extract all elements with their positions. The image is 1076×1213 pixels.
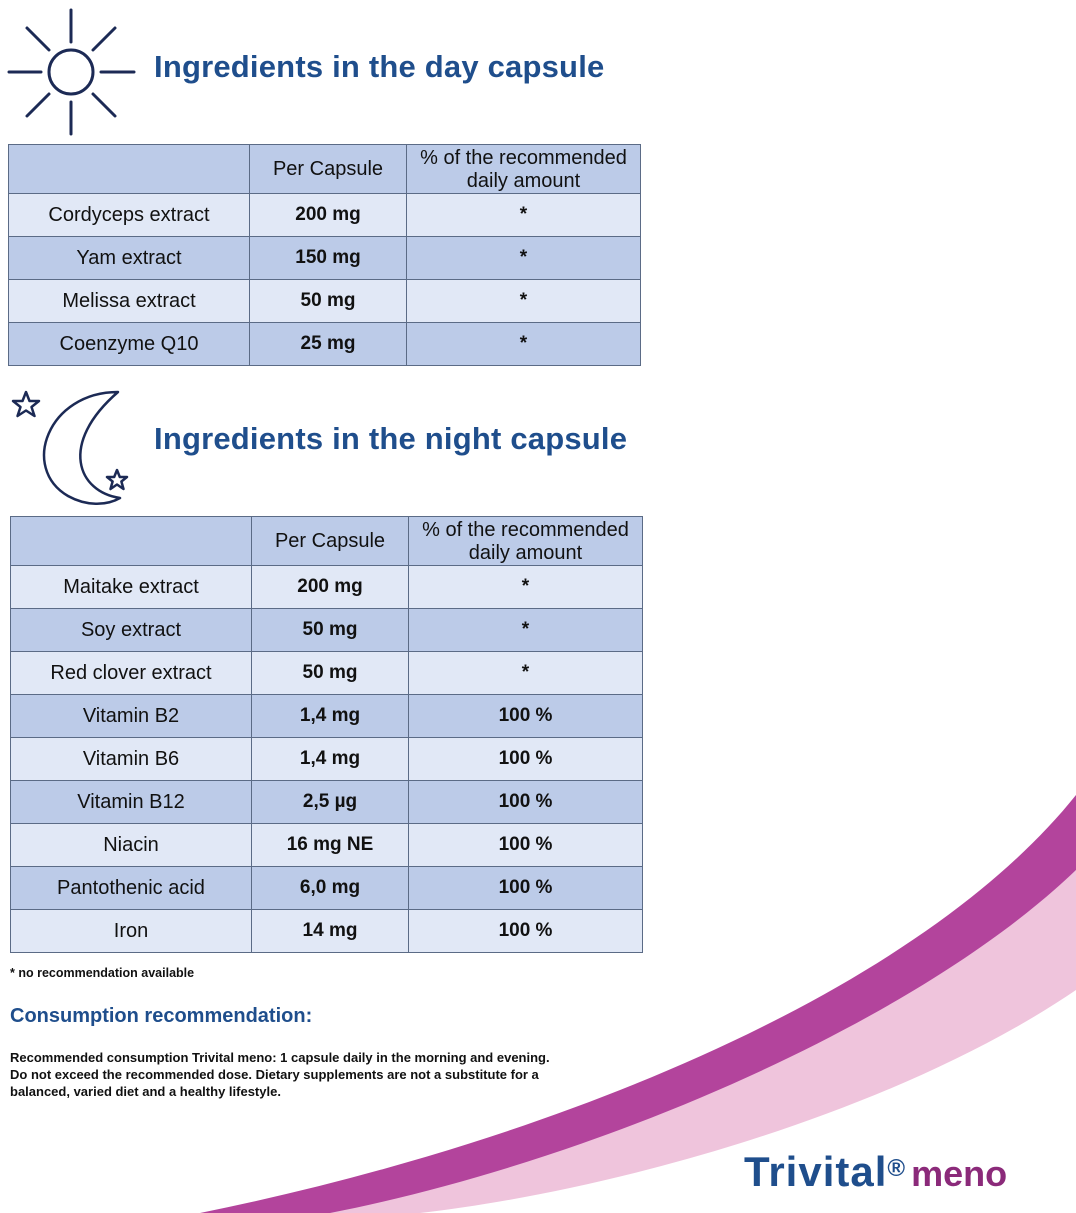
ingredient-pct: *: [409, 609, 643, 652]
ingredient-pct: *: [407, 280, 641, 323]
header-per-capsule: Per Capsule: [250, 145, 407, 194]
table-row: [11, 738, 643, 781]
header-per-capsule: Per Capsule: [252, 517, 409, 566]
ingredient-amount: 200 mg: [252, 566, 409, 609]
ingredient-amount: 50 mg: [252, 609, 409, 652]
brand-logo: [744, 1148, 1007, 1196]
ingredient-pct: 100 %: [409, 824, 643, 867]
ingredient-name: Yam extract: [9, 237, 250, 280]
consumption-line: balanced, varied diet and a healthy lifestyle.: [10, 1084, 281, 1099]
day-ingredients-table: [8, 144, 641, 366]
ingredient-amount: 50 mg: [250, 280, 407, 323]
consumption-line: Do not exceed the recommended dose. Dietary supplements are not a substitute for a: [10, 1067, 539, 1082]
ingredient-amount: 25 mg: [250, 323, 407, 366]
ingredient-amount: 6,0 mg: [252, 867, 409, 910]
ingredient-name: Iron: [11, 910, 252, 953]
ingredient-amount: 50 mg: [252, 652, 409, 695]
table-row: [11, 566, 643, 609]
table-row: [9, 323, 641, 366]
header-daily-amount: % of the recommended daily amount: [409, 517, 643, 566]
table-row: [11, 781, 643, 824]
sun-icon: [6, 8, 136, 136]
ingredient-amount: 16 mg NE: [252, 824, 409, 867]
ingredient-name: Vitamin B2: [11, 695, 252, 738]
ingredient-pct: 100 %: [409, 867, 643, 910]
ingredient-amount: 1,4 mg: [252, 738, 409, 781]
ingredient-pct: 100 %: [409, 781, 643, 824]
table-header-row: [9, 145, 641, 194]
ingredient-amount: 14 mg: [252, 910, 409, 953]
ingredient-amount: 150 mg: [250, 237, 407, 280]
brand-suffix: meno: [911, 1153, 1008, 1194]
ingredient-name: Niacin: [11, 824, 252, 867]
consumption-title: Consumption recommendation:: [10, 1005, 313, 1027]
ingredient-amount: 200 mg: [250, 194, 407, 237]
header-ingredient: [11, 517, 252, 566]
table-row: [9, 280, 641, 323]
table-row: [11, 695, 643, 738]
table-row: [11, 609, 643, 652]
consumption-line: Recommended consumption Trivital meno: 1 capsule daily in the morning and evening.: [10, 1050, 550, 1065]
table-row: [9, 194, 641, 237]
night-ingredients-table: [10, 516, 643, 953]
ingredient-pct: 100 %: [409, 695, 643, 738]
header-daily-amount: % of the recommended daily amount: [407, 145, 641, 194]
table-row: [11, 910, 643, 953]
ingredient-pct: *: [407, 194, 641, 237]
ingredient-name: Maitake extract: [11, 566, 252, 609]
header-ingredient: [9, 145, 250, 194]
table-row: [11, 652, 643, 695]
moon-with-stars-icon: [6, 388, 136, 510]
ingredient-name: Red clover extract: [11, 652, 252, 695]
ingredient-pct: *: [407, 323, 641, 366]
table-row: [11, 824, 643, 867]
brand-registered-mark: ®: [887, 1154, 906, 1182]
table-row: [9, 237, 641, 280]
table-row: [11, 867, 643, 910]
day-capsule-title: Ingredients in the day capsule: [154, 49, 605, 84]
brand-name: Trivital: [744, 1148, 888, 1195]
ingredient-amount: 2,5 µg: [252, 781, 409, 824]
ingredient-amount: 1,4 mg: [252, 695, 409, 738]
ingredient-pct: *: [407, 237, 641, 280]
ingredient-name: Vitamin B12: [11, 781, 252, 824]
ingredient-name: Coenzyme Q10: [9, 323, 250, 366]
night-capsule-title: Ingredients in the night capsule: [154, 421, 628, 456]
ingredient-pct: *: [409, 652, 643, 695]
consumption-text: [10, 1049, 610, 1100]
ingredient-name: Pantothenic acid: [11, 867, 252, 910]
ingredient-name: Soy extract: [11, 609, 252, 652]
footnote: * no recommendation available: [10, 966, 195, 980]
ingredient-pct: 100 %: [409, 910, 643, 953]
table-header-row: [11, 517, 643, 566]
ingredient-name: Melissa extract: [9, 280, 250, 323]
ingredient-name: Vitamin B6: [11, 738, 252, 781]
ingredient-pct: 100 %: [409, 738, 643, 781]
ingredient-pct: *: [409, 566, 643, 609]
ingredient-name: Cordyceps extract: [9, 194, 250, 237]
